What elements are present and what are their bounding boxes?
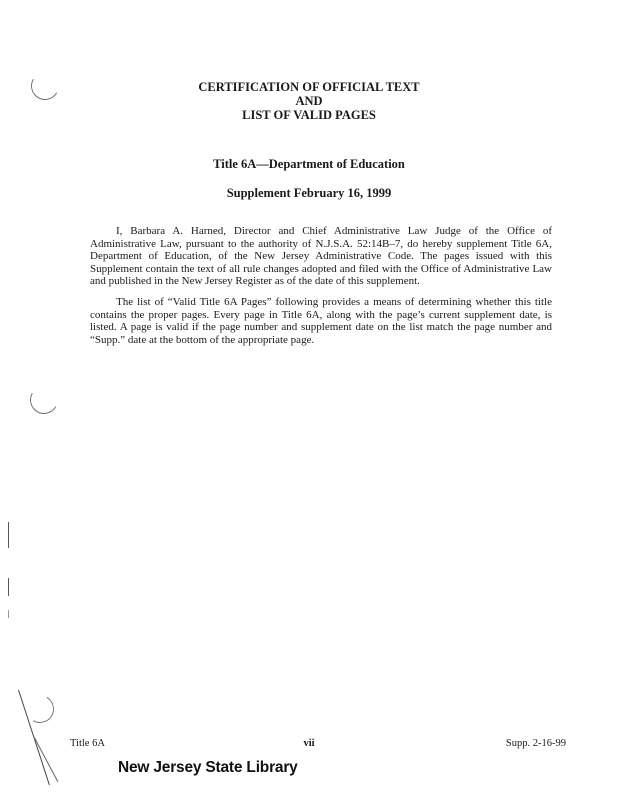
valid-pages-paragraph: The list of “Valid Title 6A Pages” following provides a means of determining whether this title contains the proper pages. Every page in Title 6A, along with the page’s current supplement date, is listed. A page is valid if the page number and supplement date on the list match the page number and “Supp.” date at the bottom of the appropriate page. (90, 296, 552, 346)
library-stamp: New Jersey State Library (118, 759, 298, 776)
certification-paragraph: I, Barbara A. Harned, Director and Chief Administrative Law Judge of the Office of Administrative Law, pursuant to the authority of N.J.S.A. 52:14B–7, do hereby supplement Title 6A, Department of Education, of the New Jersey Administrative Code. The pages issued with this Supplement contain the text of all rule changes adopted and filed with the Office of Administrative Law and published in the New Jersey Register as of the date of this supplement. (90, 225, 552, 288)
footer-title: Title 6A (70, 738, 105, 749)
heading-line: LIST OF VALID PAGES (242, 108, 376, 122)
hole-punch-mark (27, 383, 61, 417)
margin-scan-mark (8, 610, 9, 618)
supplement-date-heading: Supplement February 16, 1999 (226, 186, 392, 200)
heading-line: CERTIFICATION OF OFFICIAL TEXT (198, 80, 420, 94)
title-heading: Title 6A—Department of Education (213, 157, 405, 171)
certification-heading (0, 80, 618, 122)
heading-line: AND (295, 94, 323, 108)
footer-page-number: vii (303, 738, 315, 749)
margin-scan-mark (8, 578, 9, 596)
margin-scan-mark (8, 522, 9, 548)
footer-supplement-date: Supp. 2-16-99 (505, 738, 566, 749)
